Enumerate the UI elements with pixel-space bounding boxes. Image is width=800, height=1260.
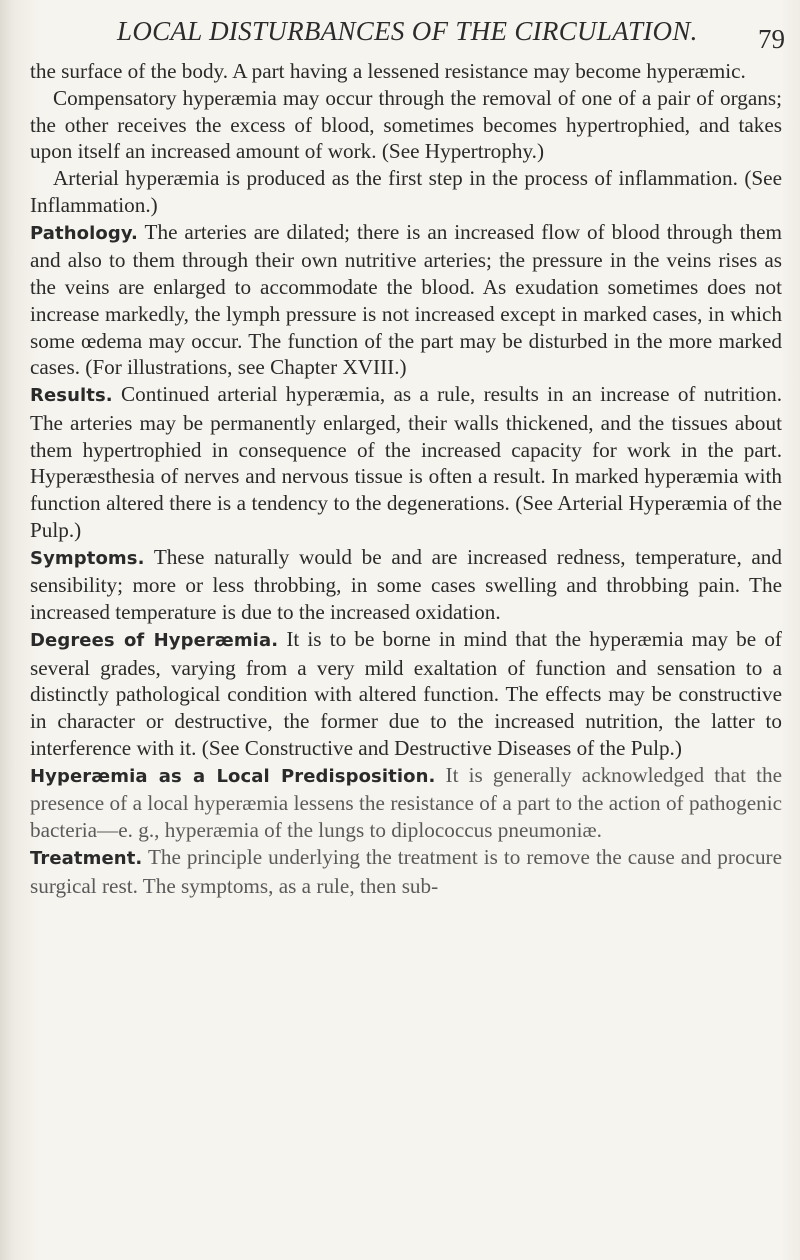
section-local-predisposition xyxy=(30,762,782,844)
page-header xyxy=(0,16,800,56)
section-text: Continued arterial hyperæmia, as a rule, results in an increase of nutrition. The arteries may be permanently enlarged, their walls thickened, and the tissues about them hypertrophied in consequence of the increased capacity for work in the part. Hyperæsthesia of nerves and nervous tissue is often a result. In marked hyperæmia with function altered there is a tendency to the degenerations. (See Arterial Hyperæmia of the Pulp.) xyxy=(30,382,783,542)
section-pathology xyxy=(30,219,782,382)
paragraph-arterial-hyperaemia xyxy=(30,165,782,219)
section-heading: Results. xyxy=(30,385,113,406)
section-text: The principle underlying the treatment is to remove the cause and procure surgical rest. The symptoms, as a rule, then sub- xyxy=(30,844,782,898)
body-text xyxy=(30,58,782,899)
paragraph-compensatory-hyperaemia xyxy=(30,85,782,165)
section-degrees-of-hyperaemia xyxy=(30,626,782,762)
section-heading: Hyperæmia as a Local Predisposition. xyxy=(30,765,436,787)
section-text: The arteries are dilated; there is an increased flow of blood through them and also to them through their own nutritive arteries; the pressure in the veins rises as the veins are enlarged to accommodate the blood. As exudation sometimes does not increase markedly, the lymph pressure is not increased except in marked cases, in which some œdema may occur. The function of the part may be disturbed in the more marked cases. (For illustrations, see Chapter XVIII.) xyxy=(30,219,782,380)
section-text: These naturally would be and are increased redness, temperature, and sensibility; more or less throbbing, in some cases swelling and throbbing pain. The increased temperature is due to the increased oxidation. xyxy=(30,544,782,624)
page-number: 79 xyxy=(758,24,785,54)
section-text: It is generally acknowledged that the presence of a local hyperæmia lessens the resistance of a part to the action of pathogenic bacteria—e. g., hyperæmia of the lungs to diplococcus pneumoniæ. xyxy=(30,762,782,842)
section-results xyxy=(30,381,782,544)
section-treatment xyxy=(30,844,782,900)
paragraph-text: the surface of the body. A part having a lessened resistance may become hyperæmic. xyxy=(30,59,746,83)
section-symptoms xyxy=(30,544,782,626)
running-title: LOCAL DISTURBANCES OF THE CIRCULATION. xyxy=(117,16,698,46)
section-heading: Degrees of Hyperæmia. xyxy=(30,629,279,651)
section-heading: Symptoms. xyxy=(30,547,145,569)
paragraph-text: Arterial hyperæmia is produced as the first step in the process of inflammation. (See Inflammation.) xyxy=(30,166,782,217)
section-heading: Treatment. xyxy=(30,847,143,869)
paragraph-text: Compensatory hyperæmia may occur through the removal of one of a pair of organs; the other receives the excess of blood, sometimes becomes hypertrophied, and takes upon itself an increased amount of work. (See Hypertrophy.) xyxy=(30,85,782,164)
section-text: It is to be borne in mind that the hyperæmia may be of several grades, varying from a very mild exaltation of function and sensation to a distinctly pathological condition with altered function. The effects may be constructive in character or destructive, the former due to the increased nutrition, the latter to interference with it. (See Constructive and Destructive Diseases of the Pulp.) xyxy=(30,626,782,760)
section-heading: Pathology. xyxy=(30,222,138,244)
paragraph-continuation xyxy=(30,58,782,85)
